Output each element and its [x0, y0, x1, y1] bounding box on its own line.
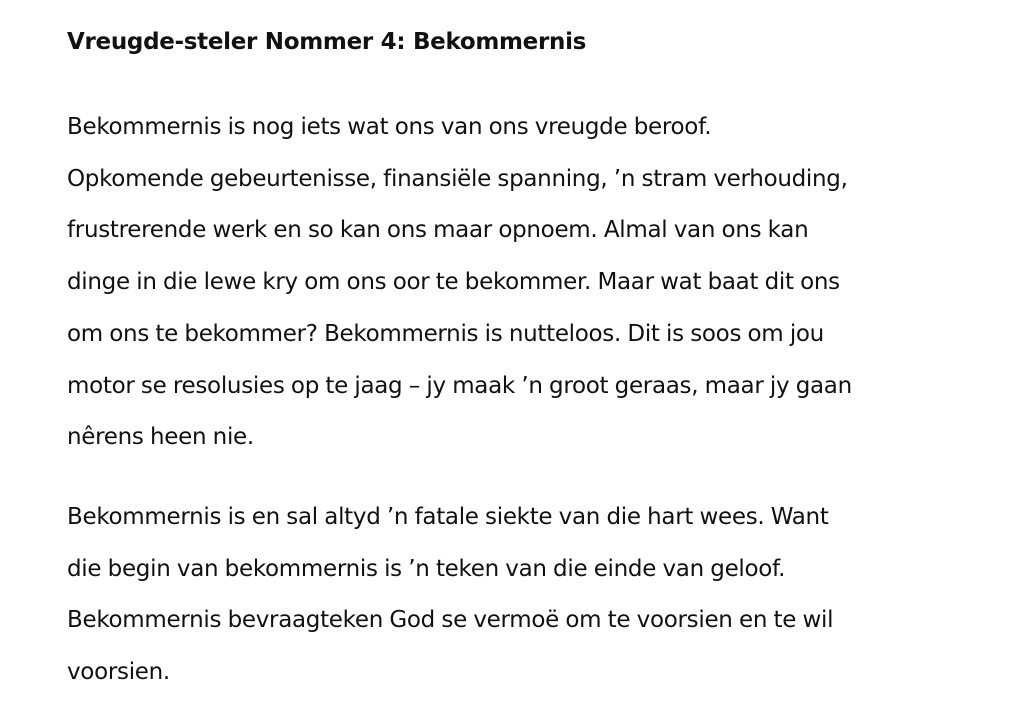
paragraph-line: Opkomende gebeurtenisse, finansiële spanning, ’n stram verhouding, — [67, 165, 848, 192]
section-heading: Vreugde-steler Nommer 4: Bekommernis — [67, 29, 587, 55]
paragraph-line: om ons te bekommer? Bekommernis is nutteloos. Dit is soos om jou — [67, 320, 824, 347]
paragraph-line: Bekommernis bevraagteken God se vermoë om te voorsien en te wil — [67, 607, 834, 634]
paragraph-line: die begin van bekommernis is ’n teken van die einde van geloof. — [67, 555, 786, 582]
paragraph-line: motor se resolusies op te jaag – jy maak ’n groot geraas, maar jy gaan — [67, 372, 852, 399]
paragraph-1 — [67, 102, 987, 464]
document-page — [67, 22, 987, 727]
paragraph-line: dinge in die lewe kry om ons oor te bekommer. Maar wat baat dit ons — [67, 269, 840, 296]
paragraph-line: Bekommernis is nog iets wat ons van ons vreugde beroof. — [67, 114, 712, 140]
paragraph-line: voorsien. — [67, 659, 170, 686]
paragraph-2 — [67, 492, 987, 699]
paragraph-line: Bekommernis is en sal altyd ’n fatale siekte van die hart wees. Want — [67, 503, 829, 530]
paragraph-line: frustrerende werk en so kan ons maar opnoem. Almal van ons kan — [67, 217, 809, 244]
paragraph-line: nêrens heen nie. — [67, 424, 254, 451]
